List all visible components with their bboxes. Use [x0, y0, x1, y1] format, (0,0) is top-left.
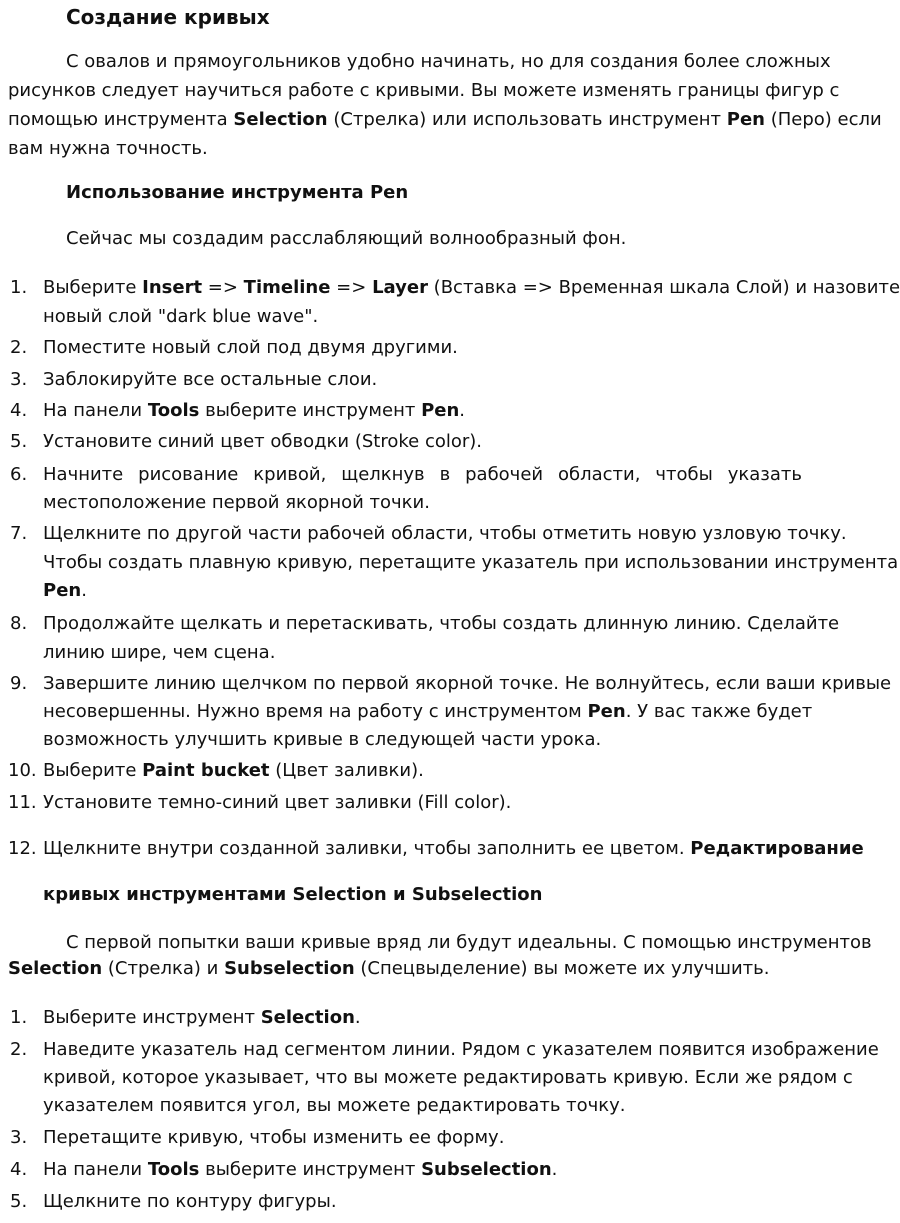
list-item-continuation: Pen.: [43, 580, 87, 601]
list-item: 11. Установите темно-синий цвет заливки (Fill color).: [8, 792, 512, 813]
list-item: 12. Щелкните внутри созданной заливки, чтобы заполнить ее цветом. Редактирование: [8, 838, 864, 859]
list-item-continuation: кривой, которое указывает, что вы можете редактировать кривую. Если же рядом с: [43, 1067, 853, 1088]
list-item: 6. Начните рисование кривой, щелкнув в рабочей области, чтобы указать: [10, 464, 802, 485]
list-item: 8. Продолжайте щелкать и перетаскивать, чтобы создать длинную линию. Сделайте: [10, 613, 840, 634]
list-item-continuation: несовершенны. Нужно время на работу с инструментом Pen. У вас также будет: [43, 701, 813, 722]
list-item: 2. Поместите новый слой под двумя другими.: [10, 337, 458, 358]
list-item: 5. Щелкните по контуру фигуры.: [10, 1191, 337, 1212]
list-item: 7. Щелкните по другой части рабочей области, чтобы отметить новую узловую точку.: [10, 523, 847, 544]
list-item: 9. Завершите линию щелчком по первой якорной точке. Не волнуйтесь, если ваши кривые: [10, 673, 892, 694]
list-item-continuation: возможность улучшить кривые в следующей части урока.: [43, 729, 602, 750]
list-item: 10. Выберите Paint bucket (Цвет заливки).: [8, 760, 424, 781]
list-item-continuation: новый слой "dark blue wave".: [43, 306, 319, 327]
list-item: 5. Установите синий цвет обводки (Stroke color).: [10, 431, 483, 452]
heading-create-curves: Создание кривых: [66, 5, 270, 29]
list-item: 2. Наведите указатель над сегментом линии. Рядом с указателем появится изображение: [10, 1039, 879, 1060]
list-item: 4. На панели Tools выберите инструмент Subselection.: [10, 1159, 558, 1180]
list-item-continuation: линию шире, чем сцена.: [43, 642, 276, 663]
list-item: 3. Заблокируйте все остальные слои.: [10, 369, 378, 390]
list-item: 1. Выберите Insert => Timeline => Layer (Вставка => Временная шкала Слой) и назовите: [10, 277, 900, 298]
list-item: 4. На панели Tools выберите инструмент Pen.: [10, 400, 466, 421]
heading-selection-tools: кривых инструментами Selection и Subselection: [43, 884, 543, 905]
intro-text: Сейчас мы создадим расслабляющий волнообразный фон.: [66, 228, 627, 249]
heading-pen-tool: Использование инструмента Pen: [66, 182, 409, 203]
paragraph-line: С овалов и прямоугольников удобно начинать, но для создания более сложных: [66, 51, 831, 72]
list-item-continuation: местоположение первой якорной точки.: [43, 492, 430, 513]
list-item: 1. Выберите инструмент Selection.: [10, 1007, 361, 1028]
paragraph-line: Selection (Стрелка) и Subselection (Спецвыделение) вы можете их улучшить.: [8, 958, 770, 979]
paragraph-line: рисунков следует научиться работе с кривыми. Вы можете изменять границы фигур с: [8, 80, 840, 101]
list-item-continuation: Чтобы создать плавную кривую, перетащите указатель при использовании инструмента: [43, 552, 899, 573]
list-item: 3. Перетащите кривую, чтобы изменить ее форму.: [10, 1127, 505, 1148]
paragraph-line: С первой попытки ваши кривые вряд ли будут идеальны. С помощью инструментов: [66, 932, 872, 953]
paragraph-line: помощью инструмента Selection (Стрелка) или использовать инструмент Pen (Перо) если: [8, 109, 882, 130]
list-item-continuation: указателем появится угол, вы можете редактировать точку.: [43, 1095, 626, 1116]
paragraph-line: вам нужна точность.: [8, 138, 208, 159]
